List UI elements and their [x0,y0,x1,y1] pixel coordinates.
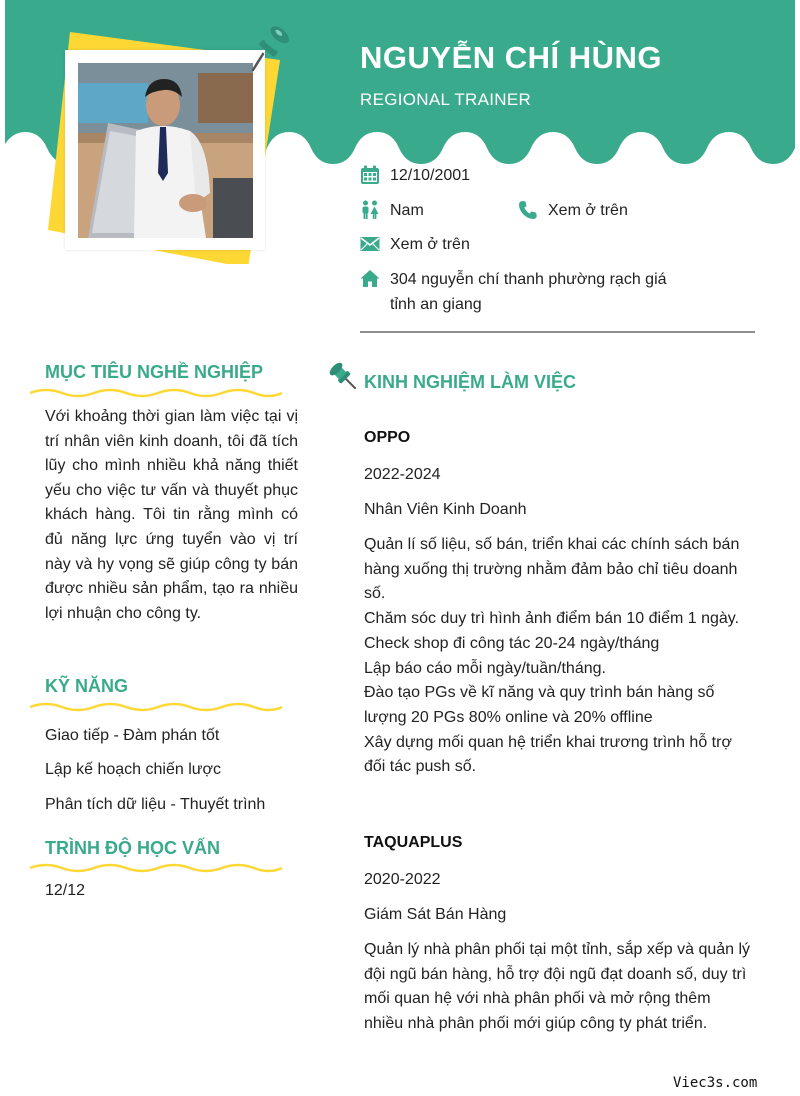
objective-underline [30,387,282,399]
skills-underline [30,701,282,713]
contact-email [360,232,470,257]
birthday-text: 12/10/2001 [390,167,471,184]
pushpin-icon [248,24,294,72]
job-position: Giám Sát Bán Hàng [364,906,507,923]
job-duty: Xây dựng mối quan hệ triển khai trương trình hỗ trợ đối tác push số. [364,733,732,776]
skills-title: KỸ NĂNG [45,676,129,696]
pushpin-icon [329,362,357,390]
candidate-name: NGUYỄN CHÍ HÙNG [360,40,663,75]
contact-phone [518,198,628,223]
gender-icon [360,200,380,220]
contact-address [360,267,667,317]
education-underline [30,862,282,874]
education-value: 12/12 [45,882,86,899]
job-duty: Đào tạo PGs về kĩ năng và quy trình bán hàng số lượng 20 PGs 80% online và 20% offline [364,684,715,726]
phone-text: Xem ở trên [548,202,628,219]
job-duty: Chăm sóc duy trì hình ảnh điểm bán 10 điểm 1 ngày. [364,610,740,628]
job-description [364,533,754,780]
experience-title: KINH NGHIỆM LÀM VIỆC [364,372,577,392]
email-icon [360,234,380,254]
contact-divider [360,331,755,333]
email-text: Xem ở trên [390,236,470,253]
watermark: Viec3s.com [673,1075,758,1091]
address-line-1: 304 nguyễn chí thanh phường rạch giá [390,271,667,288]
address-line-2: tỉnh an giang [390,296,482,313]
calendar-icon [360,165,380,185]
gender-text: Nam [390,202,424,219]
job-duty: Quản lý nhà phân phối tại một tỉnh, sắp xếp và quản lý đội ngũ bán hàng, hỗ trợ đội ngũ đạt doanh số, duy trì mối quan hệ với nhà phân phối và mở rộng thêm nhiều nhà phân phối mới giúp công ty phát triển. [364,941,751,1033]
skill-item: Lập kế hoạch chiến lược [45,761,221,778]
contact-birthday [360,163,470,188]
candidate-role: REGIONAL TRAINER [360,90,532,109]
job-company: TAQUAPLUS [364,834,463,851]
contact-gender [360,198,424,223]
phone-icon [518,200,538,220]
home-icon [360,269,380,289]
education-title: TRÌNH ĐỘ HỌC VẤN [45,838,220,858]
job-period: 2022-2024 [364,466,441,483]
job-period: 2020-2022 [364,871,441,888]
job-position: Nhân Viên Kinh Doanh [364,501,527,518]
objective-text: Với khoảng thời gian làm việc tại vị trí nhân viên kinh doanh, tôi đã tích lũy cho mình nhiều khả năng thiết yếu cho việc tư vấn và thuyết phục khách hàng. Tôi tin rằng mình có đủ năng lực ứng tuyển vào vị trí này và hy vọng sẽ giúp công ty bán được nhiều sản phẩm, tạo ra nhiều lợi nhuận cho công ty. [45,408,298,622]
objective-title: MỤC TIÊU NGHỀ NGHIỆP [45,362,264,382]
job-description [364,938,754,1037]
skill-item: Phân tích dữ liệu - Thuyết trình [45,796,266,813]
job-duty: Lập báo cáo mỗi ngày/tuần/tháng. [364,659,606,677]
skill-item: Giao tiếp - Đàm phán tốt [45,727,220,744]
job-company: OPPO [364,429,411,446]
avatar [78,63,253,238]
job-duty: Check shop đi công tác 20-24 ngày/tháng [364,634,660,652]
photo-card [65,50,265,250]
job-duty: Quản lí số liệu, số bán, triển khai các chính sách bán hàng xuống thị trường nhằm đảm bảo chỉ tiêu doanh số. [364,536,740,603]
